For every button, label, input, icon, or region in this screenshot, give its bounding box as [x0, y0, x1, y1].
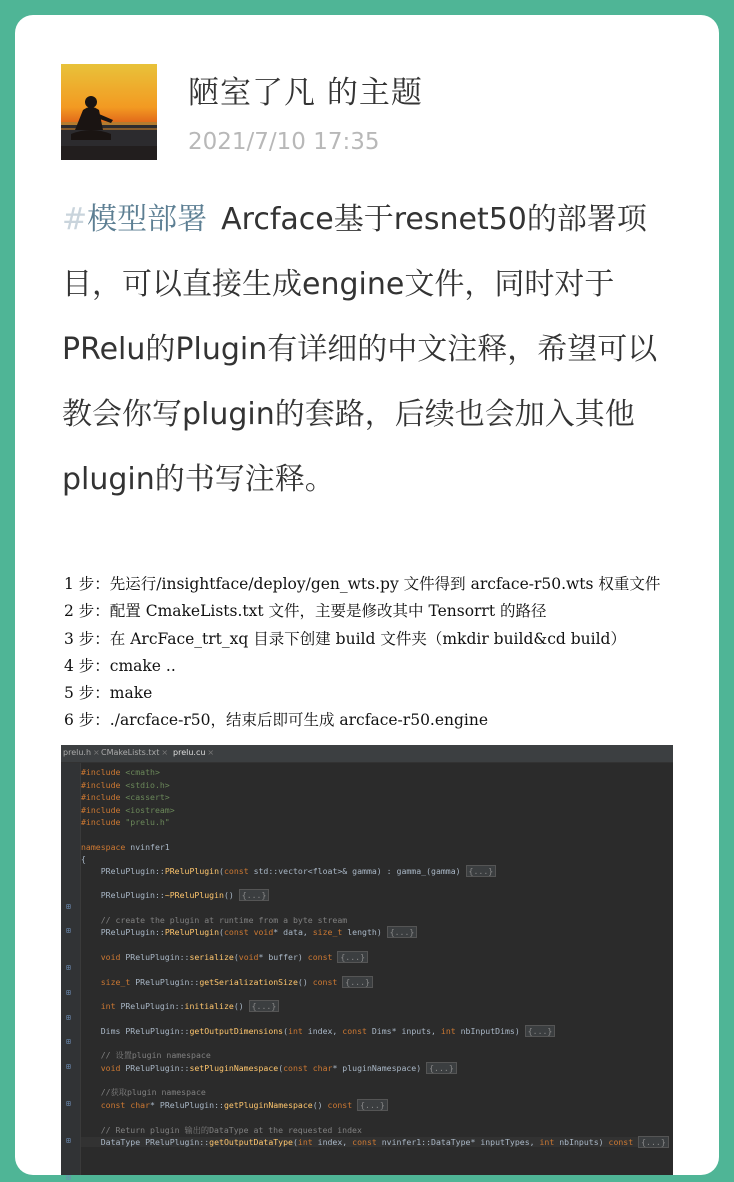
fold-icon[interactable]: ⊞: [66, 902, 71, 911]
step-6: 6 步：./arcface-r50，结束后即可生成 arcface-r50.engine: [64, 711, 489, 729]
steps-image[interactable]: [61, 555, 675, 729]
post-body: [62, 187, 682, 512]
tab-cmakelists: CMakeLists.txt ×: [101, 748, 169, 757]
code-line: #include <stdio.h>: [81, 780, 170, 790]
code-line: // Return plugin 输出的DataType at the requested index: [81, 1125, 362, 1135]
fold-icon[interactable]: ⊞: [66, 1173, 71, 1182]
fold-icon[interactable]: ⊞: [66, 1037, 71, 1046]
editor-gutter: [61, 763, 81, 1182]
author-title[interactable]: 陋室了凡 的主题: [188, 75, 423, 111]
step-3: 3 步：在 ArcFace_trt_xq 目录下创建 build 文件夹（mkdir build&cd build）: [64, 630, 626, 648]
tab-close-icon: ×: [207, 748, 215, 757]
avatar[interactable]: [61, 64, 157, 160]
step-2: 2 步：配置 CmakeLists.txt 文件，主要是修改其中 Tensorrt 的路径: [64, 602, 547, 620]
post-card: [15, 15, 719, 1182]
code-line: void PReluPlugin::serialize(void* buffer) const {...}: [81, 952, 368, 962]
code-line: DataType PReluPlugin::getOutputDataType(int index, const nvinfer1::DataType* inputTypes, int nbInputs) const {...}: [81, 1137, 669, 1147]
fold-icon[interactable]: ⊞: [66, 988, 71, 997]
avatar-image: [61, 64, 157, 160]
tab-close-icon: ×: [93, 748, 100, 757]
code-line: PReluPlugin::~PReluPlugin() {...}: [81, 890, 269, 900]
code-line: size_t PReluPlugin::getSerializationSize() const {...}: [81, 977, 373, 987]
code-line: const char* PReluPlugin::getPluginNamespace() const {...}: [81, 1100, 388, 1110]
tab-prelu-h: prelu.h ×: [63, 748, 100, 757]
fold-icon[interactable]: ⊞: [66, 1062, 71, 1071]
code-line: // create the plugin at runtime from a byte stream: [81, 915, 348, 925]
tab-close-icon: ×: [161, 748, 169, 757]
code-line: Dims PReluPlugin::getOutputDimensions(int index, const Dims* inputs, int nbInputDims) {...}: [81, 1026, 555, 1036]
post-text: Arcface基于resnet50的部署项目，可以直接生成engine文件，同时对于PRelu的Plugin有详细的中文注释，希望可以教会你写plugin的套路，后续也会加入其他plugin的书写注释。: [62, 202, 658, 497]
code-line: PReluPlugin::PReluPlugin(const void* data, size_t length) {...}: [81, 927, 417, 937]
code-line: int PReluPlugin::initialize() {...}: [81, 1001, 279, 1011]
fold-icon[interactable]: ⊞: [66, 963, 71, 972]
code-line: void PReluPlugin::setPluginNamespace(const char* pluginNamespace) {...}: [81, 1063, 457, 1073]
tab-prelu-cu: prelu.cu ×: [173, 748, 215, 757]
code-line: {: [81, 854, 86, 864]
code-screenshot-image[interactable]: [61, 745, 673, 1182]
code-line: #include "prelu.h": [81, 817, 170, 827]
step-5: 5 步：make: [64, 684, 153, 702]
fold-icon[interactable]: ⊞: [66, 926, 71, 935]
editor-tab-bar: [61, 745, 673, 763]
code-line: // 设置plugin namespace: [81, 1050, 211, 1060]
topic-link[interactable]: 模型部署: [87, 202, 208, 237]
step-1: 1 步：先运行/insightface/deploy/gen_wts.py 文件得到 arcface-r50.wts 权重文件: [64, 575, 661, 593]
fold-icon[interactable]: ⊞: [66, 1099, 71, 1108]
code-line: PReluPlugin::PReluPlugin(const std::vector<float>& gamma) : gamma_(gamma) {...}: [81, 866, 496, 876]
code-line: #include <iostream>: [81, 805, 175, 815]
code-line: #include <cassert>: [81, 792, 170, 802]
code-line: #include <cmath>: [81, 767, 160, 777]
fold-icon[interactable]: ⊞: [66, 1136, 71, 1145]
post-timestamp: 2021/7/10 17:35: [188, 129, 380, 155]
step-4: 4 步：cmake ..: [64, 657, 176, 675]
code-line: namespace nvinfer1: [81, 842, 170, 852]
topic-hash[interactable]: #: [62, 202, 88, 237]
code-line: //获取plugin namespace: [81, 1087, 206, 1097]
fold-icon[interactable]: ⊞: [66, 1013, 71, 1022]
